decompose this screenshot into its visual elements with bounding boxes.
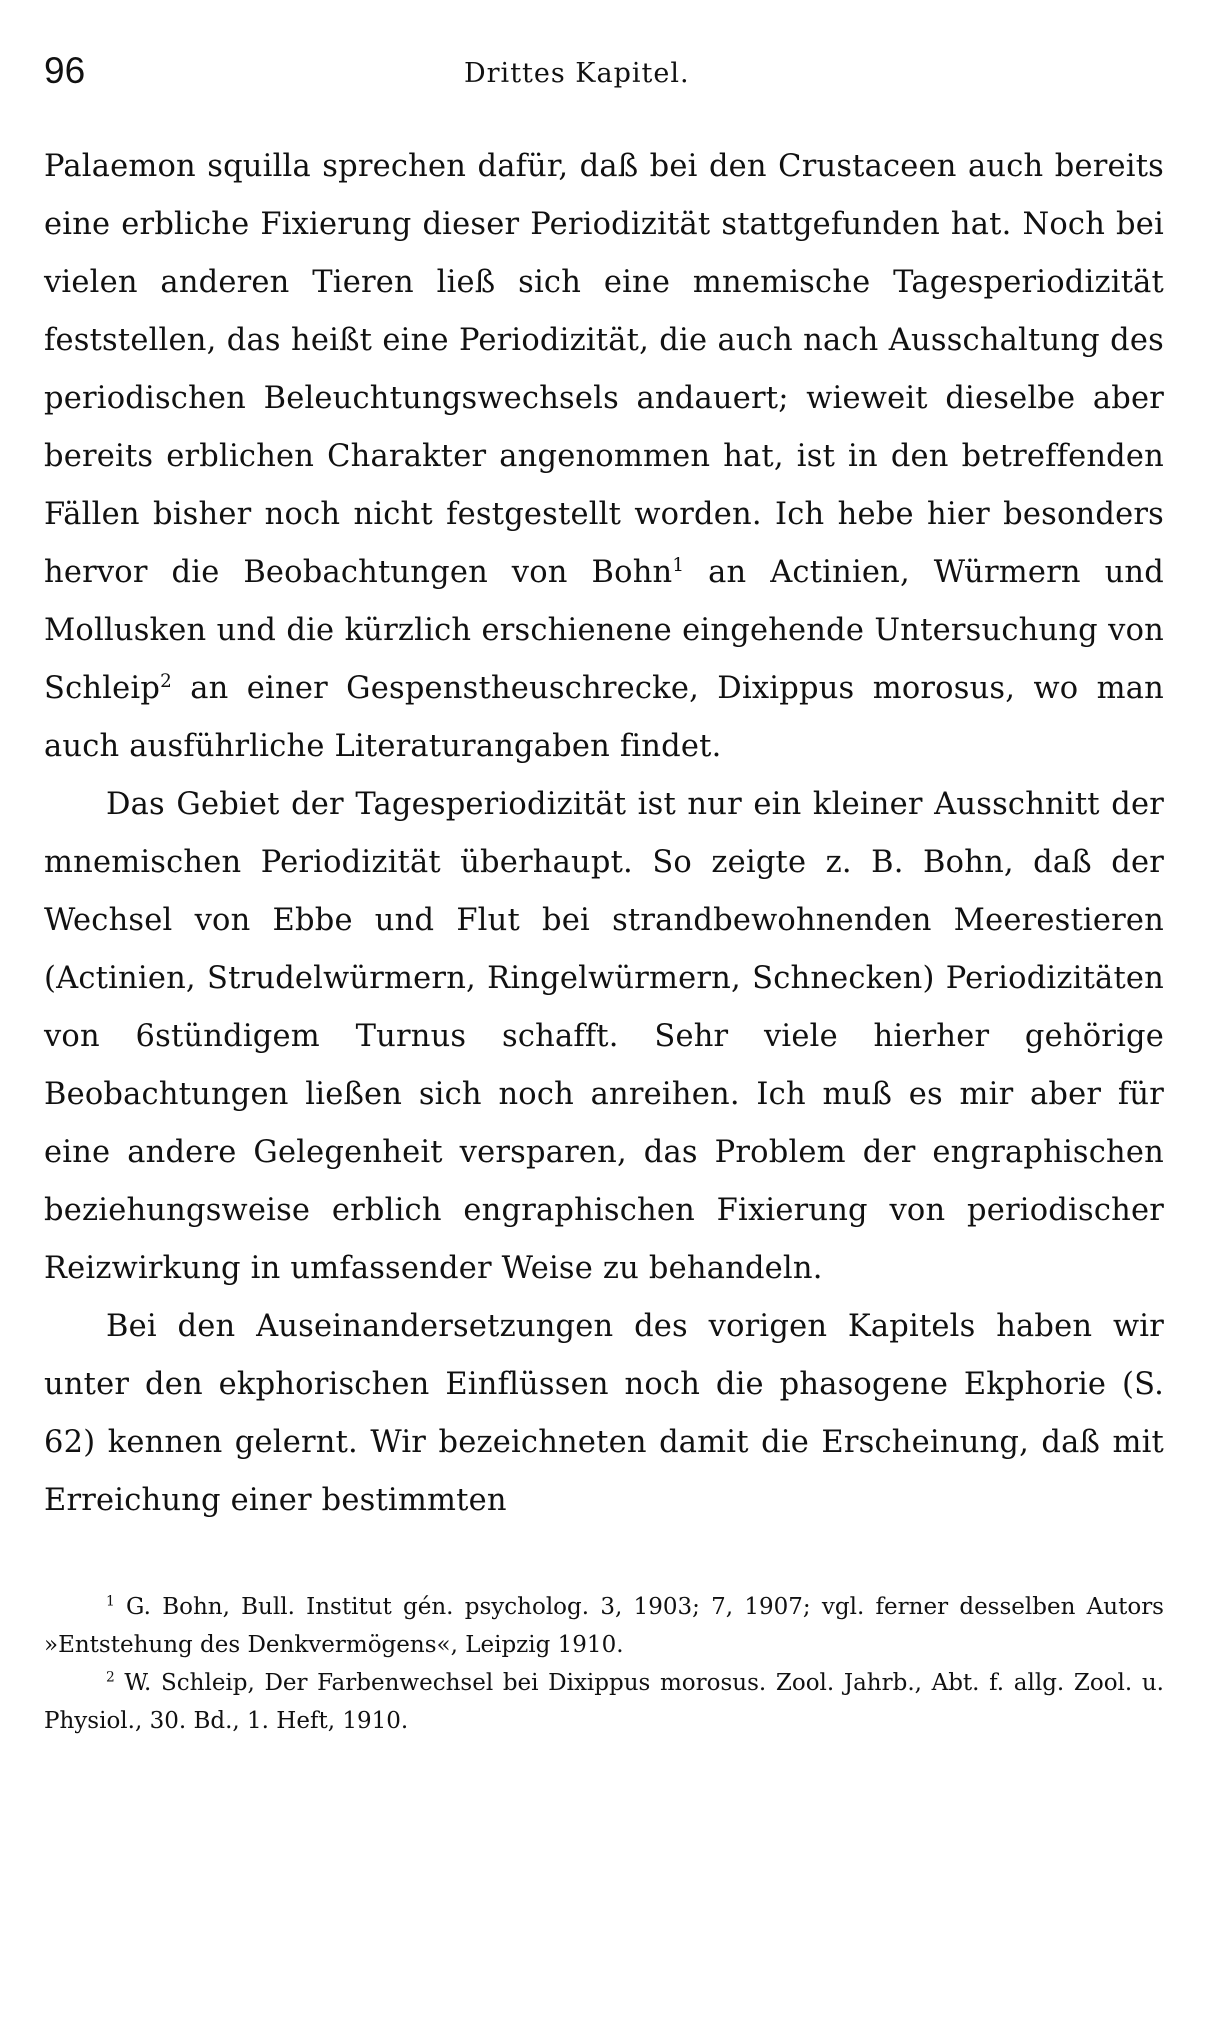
footnote-ref-2: 2 — [160, 670, 172, 692]
paragraph-1-text-c: an einer Gespenstheuschrecke, Dixippus morosus, wo man auch ausführliche Literaturangaben findet. — [44, 671, 1164, 764]
running-title: Drittes Kapitel. — [464, 58, 690, 89]
footnote-1-text: G. Bohn, Bull. Institut gén. psycholog. 3, 1903; 7, 1907; vgl. ferner desselben Autors »Entstehung des Denkvermögens«, Leipzig 1910. — [44, 1594, 1164, 1658]
paragraph-1-text-a: Palaemon squilla sprechen dafür, daß bei den Crustaceen auch bereits eine erbliche Fixierung dieser Periodizität stattgefunden hat. Noch bei vielen anderen Tieren ließ sich eine mnemische Tagesperiodizität feststellen, das heißt eine Periodizität, die auch nach Ausschaltung des periodischen Beleuchtungswechsels andauert; wieweit dieselbe aber bereits erblichen Charakter angenommen hat, ist in den betreffenden Fällen bisher noch nicht festgestellt worden. Ich hebe hier besonders hervor die Beobachtungen von Bohn — [44, 149, 1164, 590]
paragraph-1 — [44, 138, 1164, 776]
paragraph-2: Das Gebiet der Tagesperiodizität ist nur ein kleiner Ausschnitt der mnemischen Periodizität überhaupt. So zeigte z. B. Bohn, daß der Wechsel von Ebbe und Flut bei strandbewohnenden Meerestieren (Actinien, Strudelwürmern, Ringelwürmern, Schnecken) Periodizitäten von 6stündigem Turnus schafft. Sehr viele hierher gehörige Beobachtungen ließen sich noch anreihen. Ich muß es mir aber für eine andere Gelegenheit versparen, das Problem der engraphischen beziehungsweise erblich engraphischen Fixierung von periodischer Reizwirkung in umfassender Weise zu behandeln. — [44, 787, 1164, 1286]
book-page — [44, 52, 1164, 1740]
footnote-marker-1: 1 — [106, 1593, 115, 1610]
paragraph-3: Bei den Auseinandersetzungen des vorigen Kapitels haben wir unter den ekphorischen Einflüssen noch die phasogene Ekphorie (S. 62) kennen gelernt. Wir bezeichneten damit die Erscheinung, daß mit Erreichung einer bestimmten — [44, 1309, 1164, 1518]
page-number: 96 — [44, 50, 86, 91]
footnotes — [44, 1588, 1164, 1740]
footnote-2 — [44, 1664, 1164, 1740]
footnote-1 — [44, 1588, 1164, 1664]
footnote-2-text: W. Schleip, Der Farbenwechsel bei Dixippus morosus. Zool. Jahrb., Abt. f. allg. Zool. u. Physiol., 30. Bd., 1. Heft, 1910. — [44, 1670, 1164, 1734]
footnote-marker-2: 2 — [106, 1669, 115, 1686]
body-text — [44, 138, 1164, 1530]
page-header — [44, 52, 1164, 102]
paragraph-1-text-b: an Actinien, Würmern und Mollusken und die kürzlich erschienene eingehende Untersuchung von Schleip — [44, 555, 1164, 706]
footnote-ref-1: 1 — [672, 554, 685, 576]
